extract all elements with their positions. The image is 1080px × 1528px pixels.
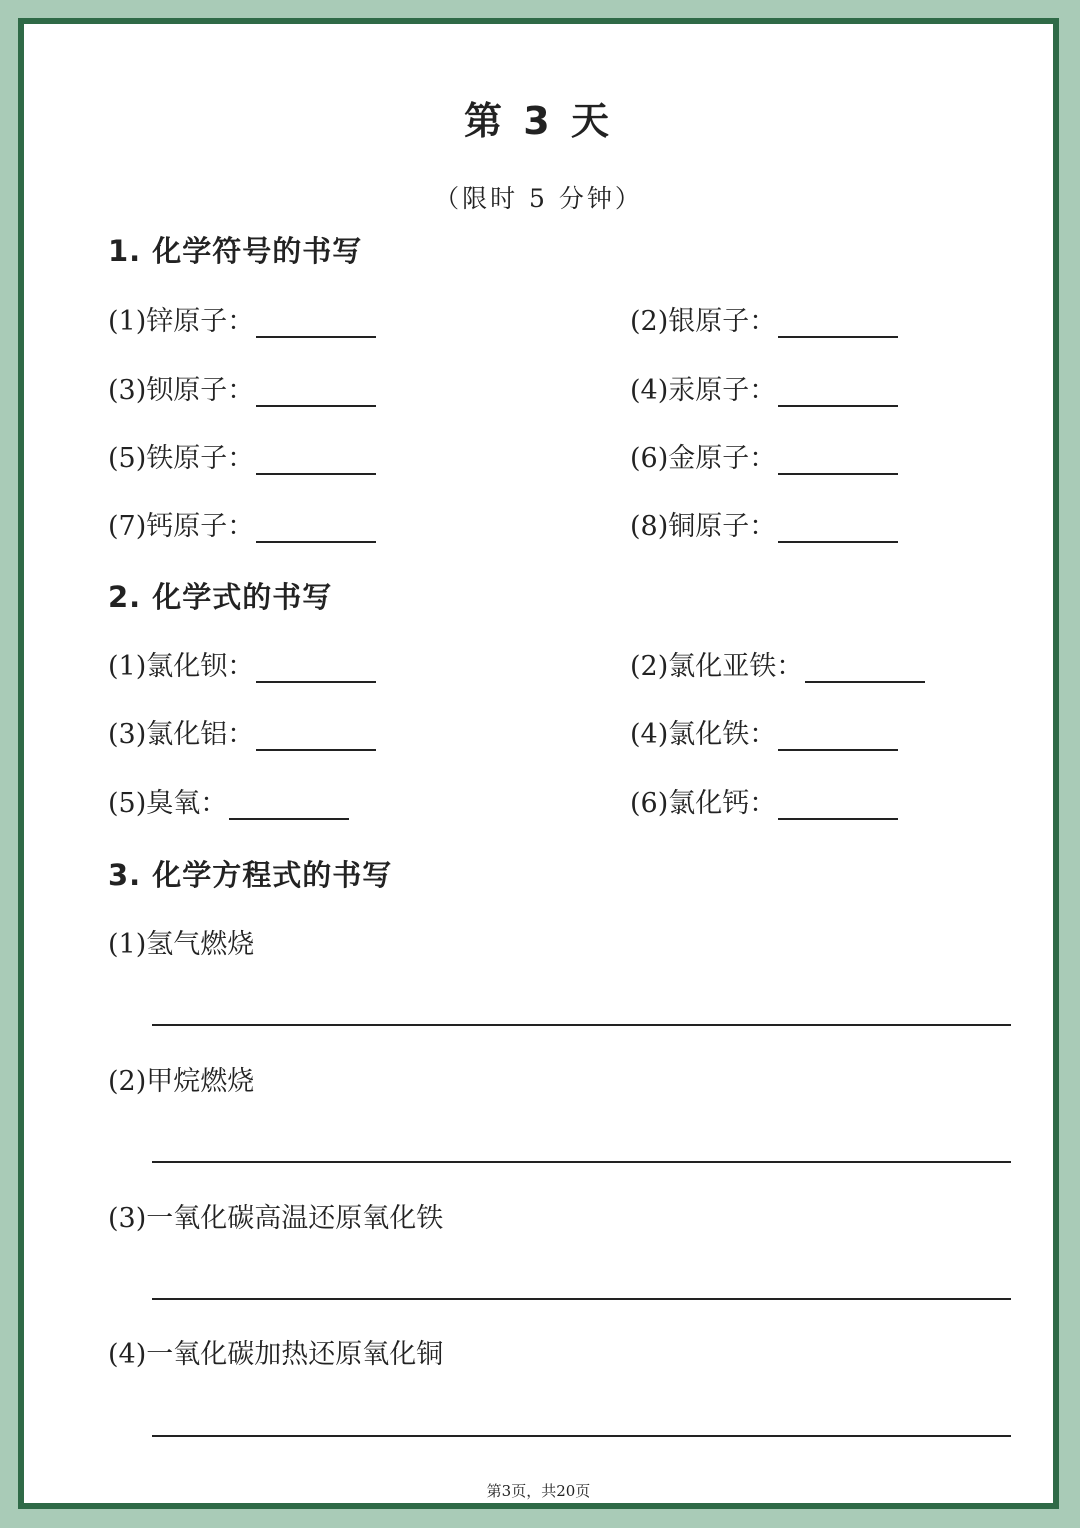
answer-blank[interactable] bbox=[256, 719, 376, 751]
answer-blank[interactable] bbox=[778, 306, 898, 338]
equation-question: (1)氢气燃烧 bbox=[108, 929, 255, 960]
question-label: (6)金原子： bbox=[630, 443, 777, 474]
question-item bbox=[630, 504, 898, 543]
answer-blank[interactable] bbox=[256, 375, 376, 407]
answer-blank[interactable] bbox=[256, 651, 376, 683]
question-item bbox=[108, 712, 376, 751]
equation-answer-line[interactable] bbox=[152, 1161, 1011, 1163]
page-number: 第3页，共20页 bbox=[486, 1482, 591, 1500]
question-label: (5)臭氧： bbox=[108, 788, 228, 819]
equation-question: (4)一氧化碳加热还原氧化铜 bbox=[108, 1339, 444, 1370]
question-item bbox=[108, 436, 376, 475]
answer-blank[interactable] bbox=[778, 719, 898, 751]
equation-question: (3)一氧化碳高温还原氧化铁 bbox=[108, 1203, 444, 1234]
question-label: (5)铁原子： bbox=[108, 443, 255, 474]
question-item bbox=[630, 644, 925, 683]
answer-blank[interactable] bbox=[778, 788, 898, 820]
question-label: (8)铜原子： bbox=[630, 511, 777, 542]
question-label: (3)钡原子： bbox=[108, 375, 255, 406]
answer-blank[interactable] bbox=[778, 511, 898, 543]
section-2-heading: 2. 化学式的书写 bbox=[108, 580, 333, 614]
page-title: 第 3 天 bbox=[464, 99, 613, 143]
question-label: (4)氯化铁： bbox=[630, 719, 777, 750]
answer-blank[interactable] bbox=[778, 375, 898, 407]
equation-answer-line[interactable] bbox=[152, 1435, 1011, 1437]
answer-blank[interactable] bbox=[256, 306, 376, 338]
question-item bbox=[630, 781, 898, 820]
question-label: (2)氯化亚铁： bbox=[630, 651, 804, 682]
time-limit: （限时 5 分钟） bbox=[434, 184, 643, 213]
question-item bbox=[630, 299, 898, 338]
question-label: (4)汞原子： bbox=[630, 375, 777, 406]
answer-blank[interactable] bbox=[229, 788, 349, 820]
question-label: (1)锌原子： bbox=[108, 306, 255, 337]
question-item bbox=[630, 436, 898, 475]
equation-question: (2)甲烷燃烧 bbox=[108, 1066, 255, 1097]
answer-blank[interactable] bbox=[256, 511, 376, 543]
worksheet-page bbox=[18, 18, 1059, 1509]
question-item bbox=[108, 644, 376, 683]
question-label: (2)银原子： bbox=[630, 306, 777, 337]
question-item bbox=[630, 712, 898, 751]
question-item bbox=[108, 504, 376, 543]
question-label: (6)氯化钙： bbox=[630, 788, 777, 819]
question-label: (7)钙原子： bbox=[108, 511, 255, 542]
question-label: (3)氯化铝： bbox=[108, 719, 255, 750]
question-item bbox=[108, 299, 376, 338]
question-item bbox=[108, 781, 349, 820]
equation-answer-line[interactable] bbox=[152, 1298, 1011, 1300]
section-1-heading: 1. 化学符号的书写 bbox=[108, 234, 363, 268]
equation-answer-line[interactable] bbox=[152, 1024, 1011, 1026]
section-3-heading: 3. 化学方程式的书写 bbox=[108, 858, 393, 892]
answer-blank[interactable] bbox=[778, 443, 898, 475]
answer-blank[interactable] bbox=[805, 651, 925, 683]
question-item bbox=[630, 368, 898, 407]
answer-blank[interactable] bbox=[256, 443, 376, 475]
question-label: (1)氯化钡： bbox=[108, 651, 255, 682]
question-item bbox=[108, 368, 376, 407]
